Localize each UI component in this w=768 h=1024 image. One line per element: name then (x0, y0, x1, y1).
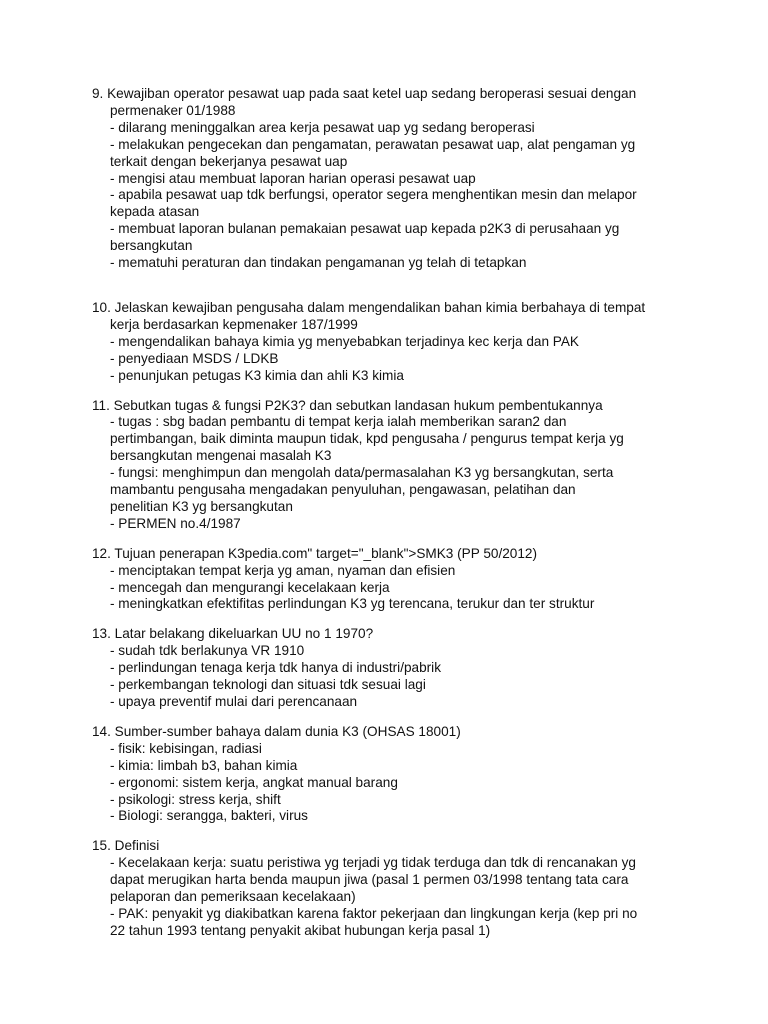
answer-line: - mengisi atau membuat laporan harian operasi pesawat uap (110, 170, 476, 186)
question-10 (92, 300, 682, 385)
document-content (92, 86, 682, 940)
question-12 (92, 546, 682, 614)
answer-line: - Kecelakaan kerja: suatu peristiwa yg terjadi yg tidak terduga dan tdk di rencanakan yg (110, 855, 636, 871)
answer-line: - menciptakan tempat kerja yg aman, nyaman dan efisien (110, 562, 456, 578)
question-title: 14. Sumber-sumber bahaya dalam dunia K3 (OHSAS 18001) (92, 723, 461, 739)
answer-line: - penunjukan petugas K3 kimia dan ahli K3 kimia (110, 367, 404, 383)
answer-line: - fungsi: menghimpun dan mengolah data/permasalahan K3 yg bersangkutan, serta (110, 465, 614, 481)
answer-line: bersangkutan mengenai masalah K3 (110, 448, 332, 464)
answer-line: - ergonomi: sistem kerja, angkat manual barang (110, 774, 398, 790)
answer-line: - perkembangan teknologi dan situasi tdk sesuai lagi (110, 677, 426, 693)
answer-line: - tugas : sbg badan pembantu di tempat kerja ialah memberikan saran2 dan (110, 414, 567, 430)
answer-line: - mematuhi peraturan dan tindakan pengamanan yg telah di tetapkan (110, 255, 527, 271)
question-title: 12. Tujuan penerapan K3pedia.com" target="_blank">SMK3 (PP 50/2012) (92, 545, 537, 561)
answer-line: - perlindungan tenaga kerja tdk hanya di industri/pabrik (110, 660, 441, 676)
question-15 (92, 838, 682, 939)
answer-line: 22 tahun 1993 tentang penyakit akibat hubungan kerja pasal 1) (110, 922, 491, 938)
answer-line: - psikologi: stress kerja, shift (110, 791, 281, 807)
answer-line: - kimia: limbah b3, bahan kimia (110, 757, 298, 773)
answer-line: - dilarang meninggalkan area kerja pesawat uap yg sedang beroperasi (110, 119, 535, 135)
question-title-continued: permenaker 01/1988 (110, 102, 236, 118)
question-title: 15. Definisi (92, 838, 160, 854)
answer-line: - PAK: penyakit yg diakibatkan karena faktor pekerjaan dan lingkungan kerja (kep pri no (110, 905, 638, 921)
question-title-continued: kerja berdasarkan kepmenaker 187/1999 (110, 316, 358, 332)
answer-line: - PERMEN no.4/1987 (110, 515, 241, 531)
answer-line: - sudah tdk berlakunya VR 1910 (110, 643, 305, 659)
question-title: 10. Jelaskan kewajiban pengusaha dalam mengendalikan bahan kimia berbahaya di tempat (92, 299, 646, 315)
answer-line: - apabila pesawat uap tdk berfungsi, operator segera menghentikan mesin dan melapor (110, 187, 637, 203)
answer-line: - penyediaan MSDS / LDKB (110, 350, 279, 366)
answer-line: - mengendalikan bahaya kimia yg menyebabkan terjadinya kec kerja dan PAK (110, 333, 580, 349)
answer-line: - meningkatkan efektifitas perlindungan K3 yg terencana, terukur dan ter struktur (110, 596, 595, 612)
question-9 (92, 86, 682, 272)
answer-line: - melakukan pengecekan dan pengamatan, perawatan pesawat uap, alat pengaman yg (110, 136, 636, 152)
answer-line: - upaya preventif mulai dari perencanaan (110, 694, 358, 709)
answer-line: - fisik: kebisingan, radiasi (110, 740, 262, 756)
answer-line: - Biologi: serangga, bakteri, virus (110, 808, 308, 824)
answer-line: kepada atasan (110, 204, 200, 220)
answer-line: dapat merugikan harta benda maupun jiwa (pasal 1 permen 03/1998 tentang tata cara (110, 872, 629, 888)
question-title: 9. Kewajiban operator pesawat uap pada saat ketel uap sedang beroperasi sesuai dengan (92, 86, 637, 101)
question-14 (92, 724, 682, 825)
question-13 (92, 626, 682, 711)
question-title: 11. Sebutkan tugas & fungsi P2K3? dan sebutkan landasan hukum pembentukannya (92, 397, 603, 413)
answer-line: pelaporan dan pemeriksaan kecelakaan) (110, 889, 356, 905)
answer-line: terkait dengan bekerjanya pesawat uap (110, 153, 348, 169)
answer-line: penelitian K3 yg bersangkutan (110, 498, 293, 514)
question-title: 13. Latar belakang dikeluarkan UU no 1 1970? (92, 626, 374, 642)
answer-line: pertimbangan, baik diminta maupun tidak, kpd pengusaha / pengurus tempat kerja yg (110, 431, 624, 447)
question-11 (92, 398, 682, 533)
answer-line: mambantu pengusaha mengadakan penyuluhan, pengawasan, pelatihan dan (110, 482, 576, 498)
answer-line: - mencegah dan mengurangi kecelakaan kerja (110, 579, 390, 595)
answer-line: bersangkutan (110, 238, 193, 254)
answer-line: - membuat laporan bulanan pemakaian pesawat uap kepada p2K3 di perusahaan yg (110, 221, 620, 237)
